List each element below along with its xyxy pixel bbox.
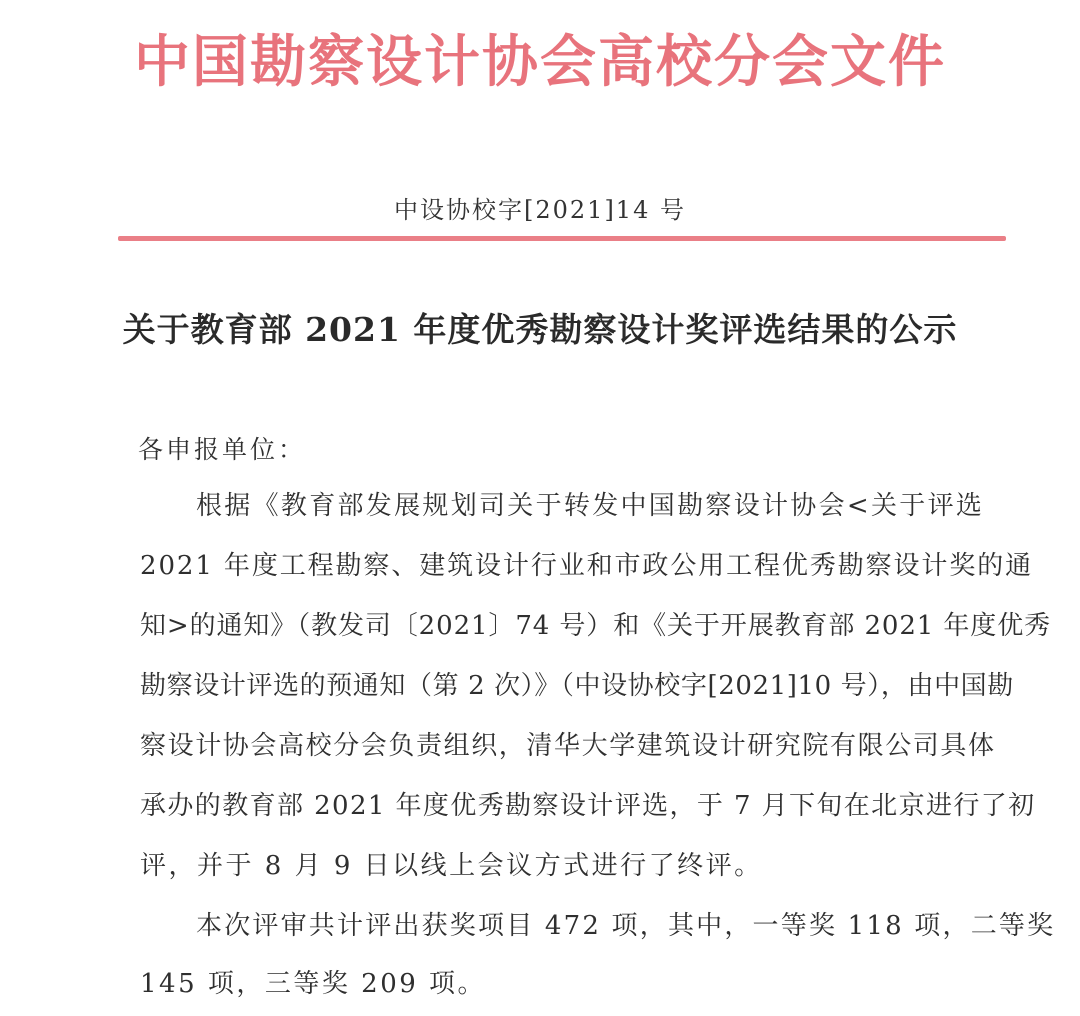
header-divider — [118, 236, 1006, 241]
body-line-text: 根据《教育部发展规划司关于转发中国勘察设计协会<关于评选 — [196, 491, 985, 521]
body-line-text: 察设计协会高校分会负责组织，清华大学建筑设计研究院有限公司具体 — [140, 731, 996, 761]
body-line-text: 145 项，三等奖 209 项。 — [140, 969, 487, 999]
document-number: 中设协校字[2021]14 号 — [394, 196, 686, 224]
document-title: 关于教育部 2021 年度优秀勘察设计奖评选结果的公示 — [122, 310, 958, 349]
body-line-text: 本次评审共计评出获奖项目 472 项，其中，一等奖 118 项，二等奖 — [196, 911, 1056, 941]
salutation: 各申报单位： — [138, 435, 307, 464]
body-line-text: 承办的教育部 2021 年度优秀勘察设计评选，于 7 月下旬在北京进行了初 — [140, 791, 1036, 821]
document-masthead: 中国勘察设计协会高校分会文件 — [134, 29, 946, 95]
body-line-text: 勘察设计评选的预通知（第 2 次）》（中设协校字[2021]10 号），由中国勘 — [140, 671, 1014, 701]
body-line-text: 2021 年度工程勘察、建筑设计行业和市政公用工程优秀勘察设计奖的通 — [140, 551, 1034, 581]
body-line-text: 评，并于 8 月 9 日以线上会议方式进行了终评。 — [140, 851, 763, 881]
body-line-text: 知>的通知》（教发司〔2021〕74 号）和《关于开展教育部 2021 年度优秀 — [140, 611, 1051, 641]
